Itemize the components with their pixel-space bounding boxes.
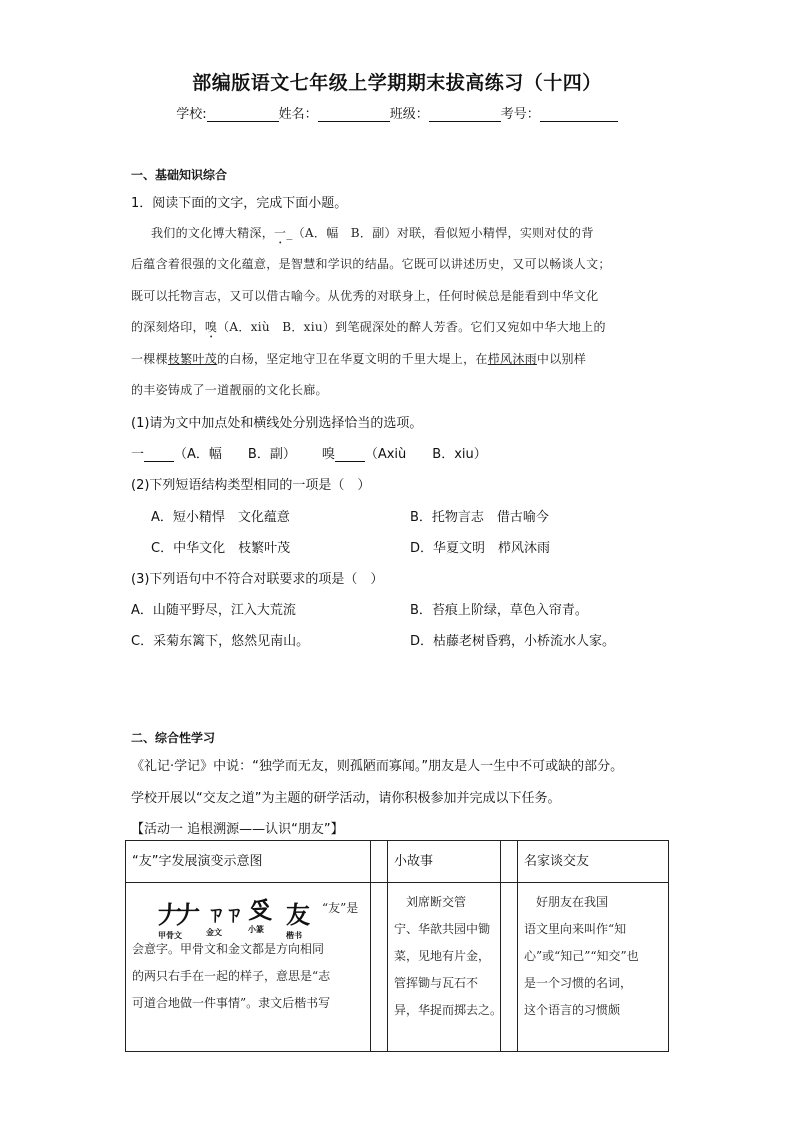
school-blank[interactable] (207, 107, 279, 122)
student-info-line (0, 103, 794, 122)
glyph-xiaozhuan: 𠬪 小篆 (248, 895, 272, 934)
quote-cell: 好朋友在我国 语文里向来叫作“知 心”或“知己”“知交”也 是一个习惯的名词， 这个语言的习惯颇 (518, 883, 669, 1052)
evolution-text-tail: “友”是 (322, 901, 359, 915)
subquestion-1: (1)请为文中加点处和横线处分别选择恰当的选项。 (131, 416, 423, 431)
spacer-cell (501, 841, 518, 883)
friendship-table (125, 840, 669, 1052)
option-3d[interactable]: D．枯藤老树昏鸦，小桥流水人家。 (410, 634, 616, 649)
school-label: 学校: (176, 107, 207, 122)
glyph-jinwen: ㄗㄗ 金文 (206, 902, 242, 937)
class-label: 班级： (389, 107, 429, 122)
section2-intro-2: 学校开展以“交友之道”为主题的研学活动，请你积极参加并完成以下任务。 (131, 791, 561, 806)
header-evolution: “友”字发展演变示意图 (126, 841, 371, 883)
evolution-text: 会意字。甲骨文和金文都是方向相同 的两只右手在一起的样子，意思是“志 可道合地做一件事情”。隶文后楷书写 (132, 942, 331, 1010)
name-label: 姓名： (278, 107, 318, 122)
passage-line-1: 我们的文化博大精深，一_（A．幅 B．副）对联，看似短小精悍，实则对仗的背 (151, 226, 594, 240)
header-quote: 名家谈交友 (518, 841, 669, 883)
subquestion-3: (3)下列语句中不符合对联要求的项是（ ） (131, 572, 384, 587)
story-cell: 刘席断交管 宁、华歆共园中锄 菜，见地有片金， 管挥锄与瓦石不 异，华捉而掷去之。 (388, 883, 501, 1052)
passage-line-4: 的深刻烙印，嗅（A．xiù B．xiu）到笔砚深处的醉人芳香。它们又宛如中华大地上的 (131, 320, 606, 334)
subquestion-2: (2)下列短语结构类型相同的一项是（ ） (131, 478, 371, 493)
glyph-jiaguwen: 𠂇𠂇 甲骨文 (158, 900, 194, 940)
id-label: 考号： (500, 107, 540, 122)
section-heading-2: 二、综合性学习 (131, 731, 216, 745)
fill-blank-a[interactable] (144, 449, 174, 462)
option-2b[interactable]: B．托物言志 借古喻今 (410, 510, 549, 525)
header-story: 小故事 (388, 841, 501, 883)
option-3a[interactable]: A．山随平野尽，江入大荒流 (131, 603, 296, 618)
activity-1-title: 【活动一 追根溯源——认识“朋友”】 (131, 822, 344, 837)
name-blank[interactable] (318, 107, 390, 122)
option-3b[interactable]: B．苔痕上阶绿，草色入帘青。 (410, 603, 588, 618)
subquestion-1-fill-line: 一 （A．幅 B．副） 嗅 （Axiù B．xiu） (131, 447, 487, 462)
class-blank[interactable] (429, 107, 501, 122)
option-2c[interactable]: C．中华文化 枝繁叶茂 (151, 541, 291, 556)
passage-line-6: 的丰姿铸成了一道靓丽的文化长廊。 (131, 383, 328, 397)
passage-line-2: 后蕴含着很强的文化蕴意，是智慧和学识的结晶。它既可以讲述历史，又可以畅谈人文； (131, 257, 611, 271)
question-1-stem: 1．阅读下面的文字，完成下面小题。 (131, 196, 348, 211)
section-heading-1: 一、基础知识综合 (131, 168, 228, 182)
glyph-kaishu: 友 楷书 (286, 900, 310, 940)
option-2a[interactable]: A．短小精悍 文化蕴意 (151, 510, 290, 525)
option-3c[interactable]: C．采菊东篱下，悠然见南山。 (131, 634, 310, 649)
fill-blank-b[interactable] (335, 449, 365, 462)
page-title: 部编版语文七年级上学期期末拔高练习（十四） (192, 72, 602, 94)
spacer-cell (371, 883, 388, 1052)
spacer-cell (501, 883, 518, 1052)
passage-line-5: 一棵棵枝繁叶茂的白杨，坚定地守卫在华夏文明的千里大堤上，在栉风沐雨中以别样 (131, 352, 587, 366)
spacer-cell (371, 841, 388, 883)
option-2d[interactable]: D．华夏文明 栉风沐雨 (410, 541, 551, 556)
passage-line-3: 既可以托物言志，又可以借古喻今。从优秀的对联身上，任何时候总是能看到中华文化 (131, 289, 599, 303)
evolution-cell (126, 883, 371, 1052)
id-blank[interactable] (540, 107, 618, 122)
section2-intro-1: 《礼记·学记》中说：“独学而无友，则孤陋而寡闻。”朋友是人一生中不可或缺的部分。 (131, 759, 624, 774)
